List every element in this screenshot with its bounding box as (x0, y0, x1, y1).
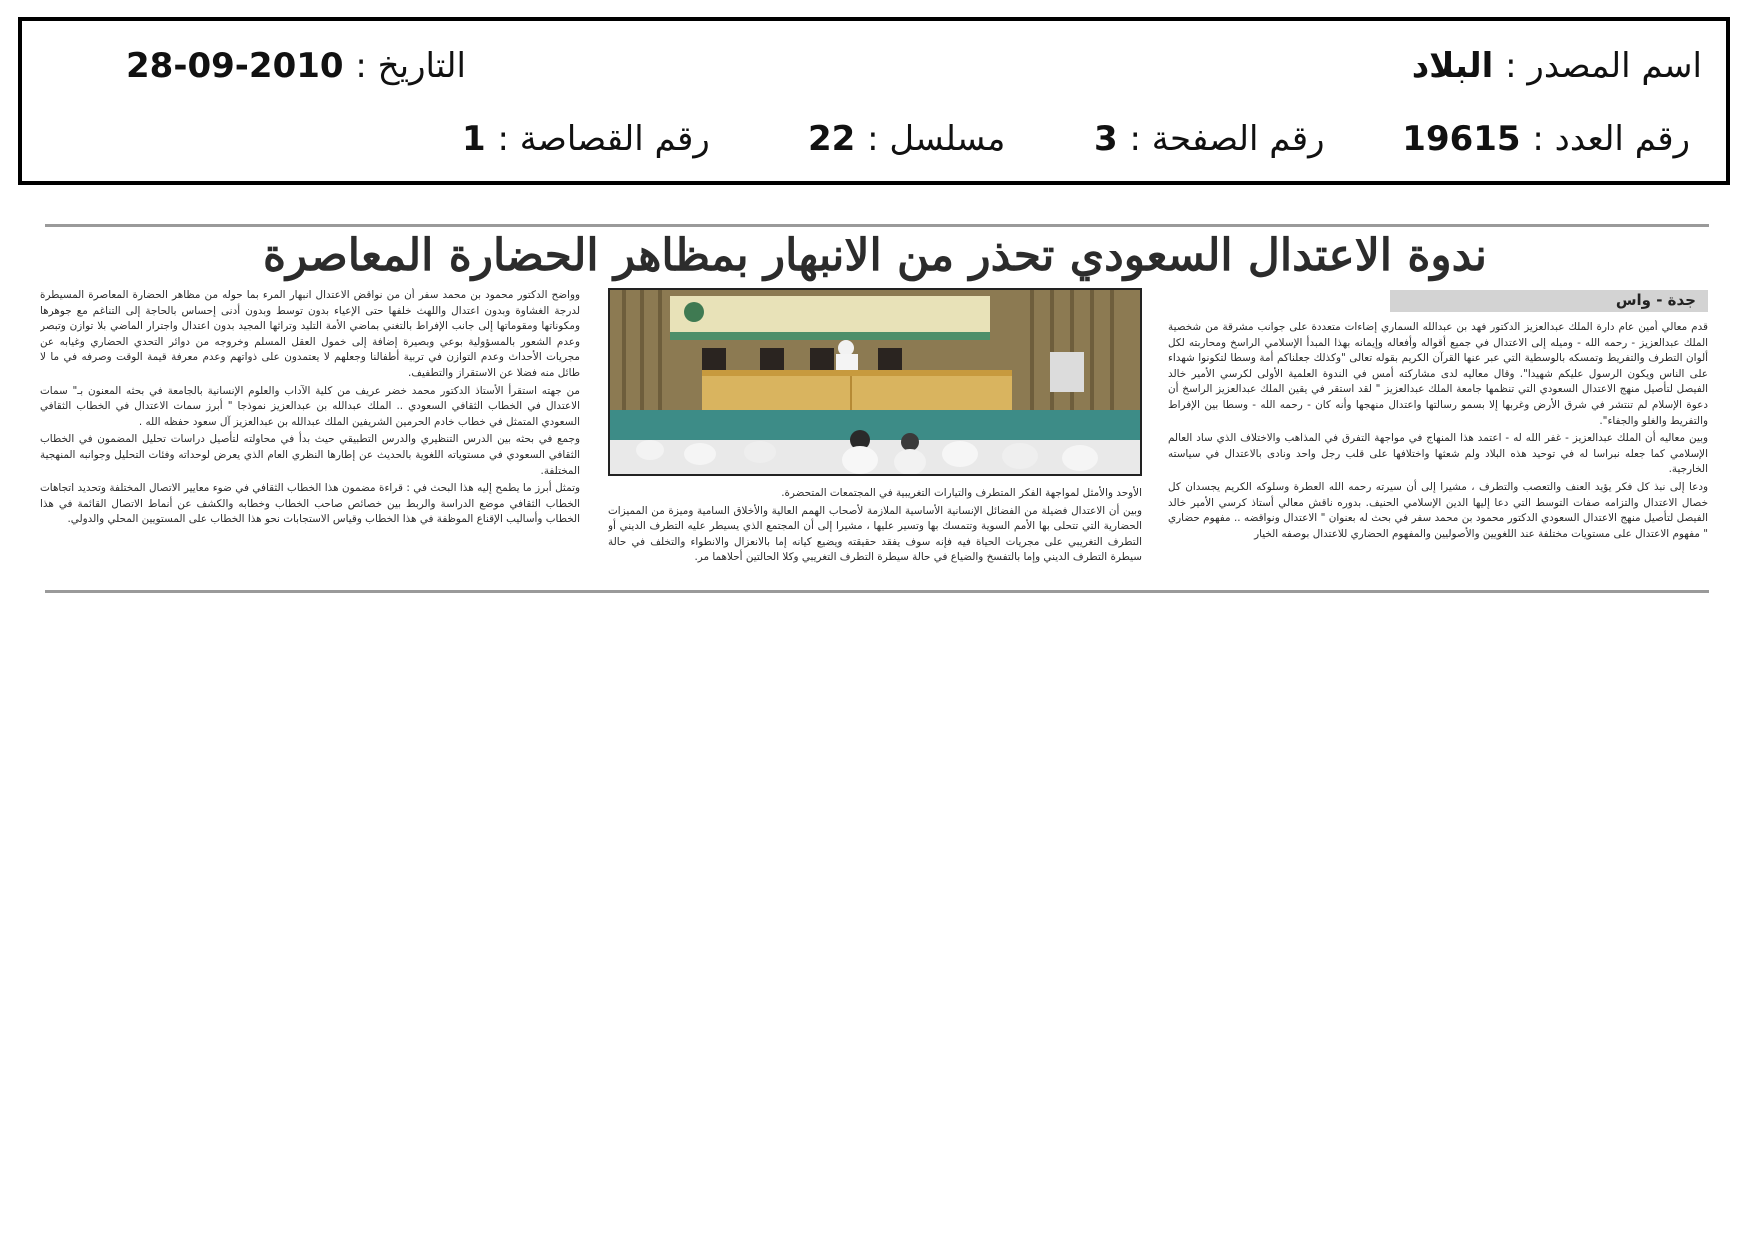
paragraph: وجمع في بحثه بين الدرس التنظيري والدرس التطبيقي حيث بدأ في محاولته لتأصيل دراسات تحليل المضمون في الخطاب الثقافي السعودي في مستوياته اللغوية بالحديث عن إطارها النظري العام الذي يعرض لوحداته وفئات التحليل وجوانبه المنهجية المختلفة. (40, 433, 580, 477)
serial-value: 22 (808, 119, 856, 159)
conference-banner (670, 296, 990, 340)
bottom-divider (45, 590, 1709, 593)
conference-photo-illustration (610, 290, 1140, 474)
paragraph: قدم معالي أمين عام دارة الملك عبدالعزيز الدكتور فهد بن عبدالله السماري إضاءات متعددة على جوانب مشرقة من شخصية الملك عبدالعزيز - رحمه الله - وميله إلى الاعتدال في جميع أقواله وأفعاله وإيمانه بهذا المبدأ الإسلامي الراسخ ومحاربته لكل ألوان التطرف والتفريط وتمسكه بالوسطية التي عبر عنها القرآن الكريم بقوله تعالى "وكذلك جعلناكم أمة وسطا لتكونوا شهداء على الناس ويكون الرسول عليكم شهيدا". وقال معاليه لدى مشاركته أمس في الندوة العلمية الأولى لكرسي الأمير خالد الفيصل لتأصيل منهج الاعتدال السعودي التي تنظمها جامعة الملك عبدالعزيز " لقد استقر في يقين الملك عبدالعزيز الراسخ أن دعوة الإسلام لم تنتشر في شرق الأرض وغربها إلا بسمو رسالتها واعتدال منهجها وأنه كان - رحمه الله - وسطا بين الإفراط والتفريط والغلو والجفاء". (1168, 321, 1708, 427)
paragraph: وواضح الدكتور محمود بن محمد سفر أن من نواقض الاعتدال انبهار المرء بما حوله من مظاهر الحضارة المعاصرة المسيطرة لدرجة الغشاوة وبدون اعتدال واللهث خلفها حتى الإعياء بدون توسط وبدون أدنى إحساس بالحاجة إلى التناغم مع جوهرها ومكوناتها ومقوماتها إلى جانب الإفراط بالتغني بماضي الأمة التليد وتراثها المجيد بدون اعتدال واجترار الماضي بلا توازن وتبصر وعدم الشعور بالمسؤولية بوعي وبصيرة إضافة إلى خمول العقل المسلم وخروجه من دوائر التحدي الحضاري وغيابه عن مجريات الأحداث وعدم التوازن في تربية أطفالنا وجعلهم لا يعتمدون على ذواتهم وعدم معرفة قيمة الوقت وصرفه في ما لا طائل منه فضلا عن الاستقراز والتطفيف. (40, 289, 580, 379)
dateline-bar (1390, 290, 1708, 312)
serial-field (808, 119, 1005, 159)
clipping-value: 1 (462, 119, 486, 159)
issue-field (1402, 119, 1690, 159)
source-label: اسم المصدر : (1505, 46, 1702, 86)
clipping-label: رقم القصاصة : (497, 119, 710, 159)
paragraph: ودعا إلى نبذ كل فكر يؤيد العنف والتعصب والتطرف ، مشيرا إلى أن سيرته رحمه الله العطرة وسلوكه الكريم يجسدان كل خصال الاعتدال والتزامه صفات التوسط التي دعا إليها الدين الإسلامي الحنيف. بدوره ناقش معالي أستاذ كرسي الأمير خالد الفيصل لتأصيل منهج الاعتدال السعودي الدكتور محمود بن محمد سفر في بحث له بعنوان " الاعتدال ونواقضه .. مفهوم حضاري " مفهوم الاعتدال على مستويات مختلفة عند اللغويين والأصوليين والمفهوم الحضاري للاعتدال بوصفه الخيار (1168, 480, 1708, 540)
paragraph: الأوحد والأمثل لمواجهة الفكر المتطرف والتيارات التغريبية في المجتمعات المتحضرة. (781, 487, 1142, 499)
clipping-field (462, 119, 710, 159)
paragraph: وبين معاليه أن الملك عبدالعزيز - غفر الله له - اعتمد هذا المنهاج في مواجهة التفرق في المذاهب والاختلاف الذي ساد العالم الإسلامي كما جعله نبراسا له في توحيد هذه البلاد ولم شعثها واختلافها على قلب رجل واحد ونادى بالاعتدال في سياسته الخارجية. (1168, 432, 1708, 476)
stage-floor (610, 410, 1140, 440)
article-column-center (608, 486, 1142, 582)
page-field (1094, 119, 1325, 159)
top-divider (45, 224, 1709, 227)
clipping-metadata-box (18, 17, 1730, 185)
page-value: 3 (1094, 119, 1118, 159)
paragraph: وتمثل أبرز ما يطمح إليه هذا البحث في : قراءة مضمون هذا الخطاب الثقافي في ضوء معايير الاتصال المختلفة وتحديد اتجاهات الخطاب الثقافي موضع الدراسة والربط بين خصائص صاحب الخطاب وخطابه والكشف عن أنماط الاتصال القائمة في هذا الخطاب وأساليب الإقناع الموظفة في هذا الخطاب وقياس الاستجابات نحو هذا الخطاب على المستويين المحلي والدولي. (40, 482, 580, 526)
paragraph: من جهته استقرأ الأستاذ الدكتور محمد خضر عريف من كلية الآداب والعلوم الإنسانية بالجامعة في بحثه المعنون بـ" سمات الاعتدال في الخطاب الثقافي السعودي .. الملك عبدالله بن عبدالعزيز نموذجا " أبرز سمات الاعتدال في الخطاب الثقافي السعودي المتمثل في خطاب خادم الحرمين الشريفين الملك عبدالله بن عبدالعزيز آل سعود حفظه الله . (40, 384, 580, 428)
date-field (126, 46, 466, 86)
presentation-screen (1050, 352, 1084, 392)
issue-label: رقم العدد : (1532, 119, 1690, 159)
panel-desk (702, 370, 1012, 414)
source-field (1412, 46, 1702, 86)
source-value: البلاد (1411, 46, 1494, 86)
article-column-left (40, 288, 580, 582)
article-photo (608, 288, 1142, 476)
article-headline: ندوة الاعتدال السعودي تحذر من الانبهار بمظاهر الحضارة المعاصرة (263, 230, 1487, 281)
dateline: جدة - واس (1615, 291, 1696, 309)
serial-label: مسلسل : (867, 119, 1006, 159)
page-label: رقم الصفحة : (1129, 119, 1325, 159)
issue-value: 19615 (1402, 119, 1521, 159)
date-label: التاريخ : (355, 46, 466, 86)
article-column-right (1168, 320, 1708, 582)
date-value: 2010-09-28 (126, 46, 344, 86)
paragraph: وبين أن الاعتدال فضيلة من الفضائل الإنسانية الأساسية الملازمة لأصحاب الهمم العالية والأخلاق السامية وميزة من المميزات الحضارية التي تتحلى بها الأمم السوية وتتمسك بها وتسير عليها ، مشيرا إلى أن المجتمع الذي يسيطر عليه التطرف الديني أو التطرف التغريبي على مجريات الحياة فيه فإنه سوف يفقد حقيقته ويضيع كيانه إما بالانعزال والانطواء والتخلف في حالة سيطرة التطرف الديني وإما بالتفسخ والضياع في حالة سيطرة التطرف التغريبي وكلا الحالتين أحلاهما مر. (608, 504, 1142, 564)
